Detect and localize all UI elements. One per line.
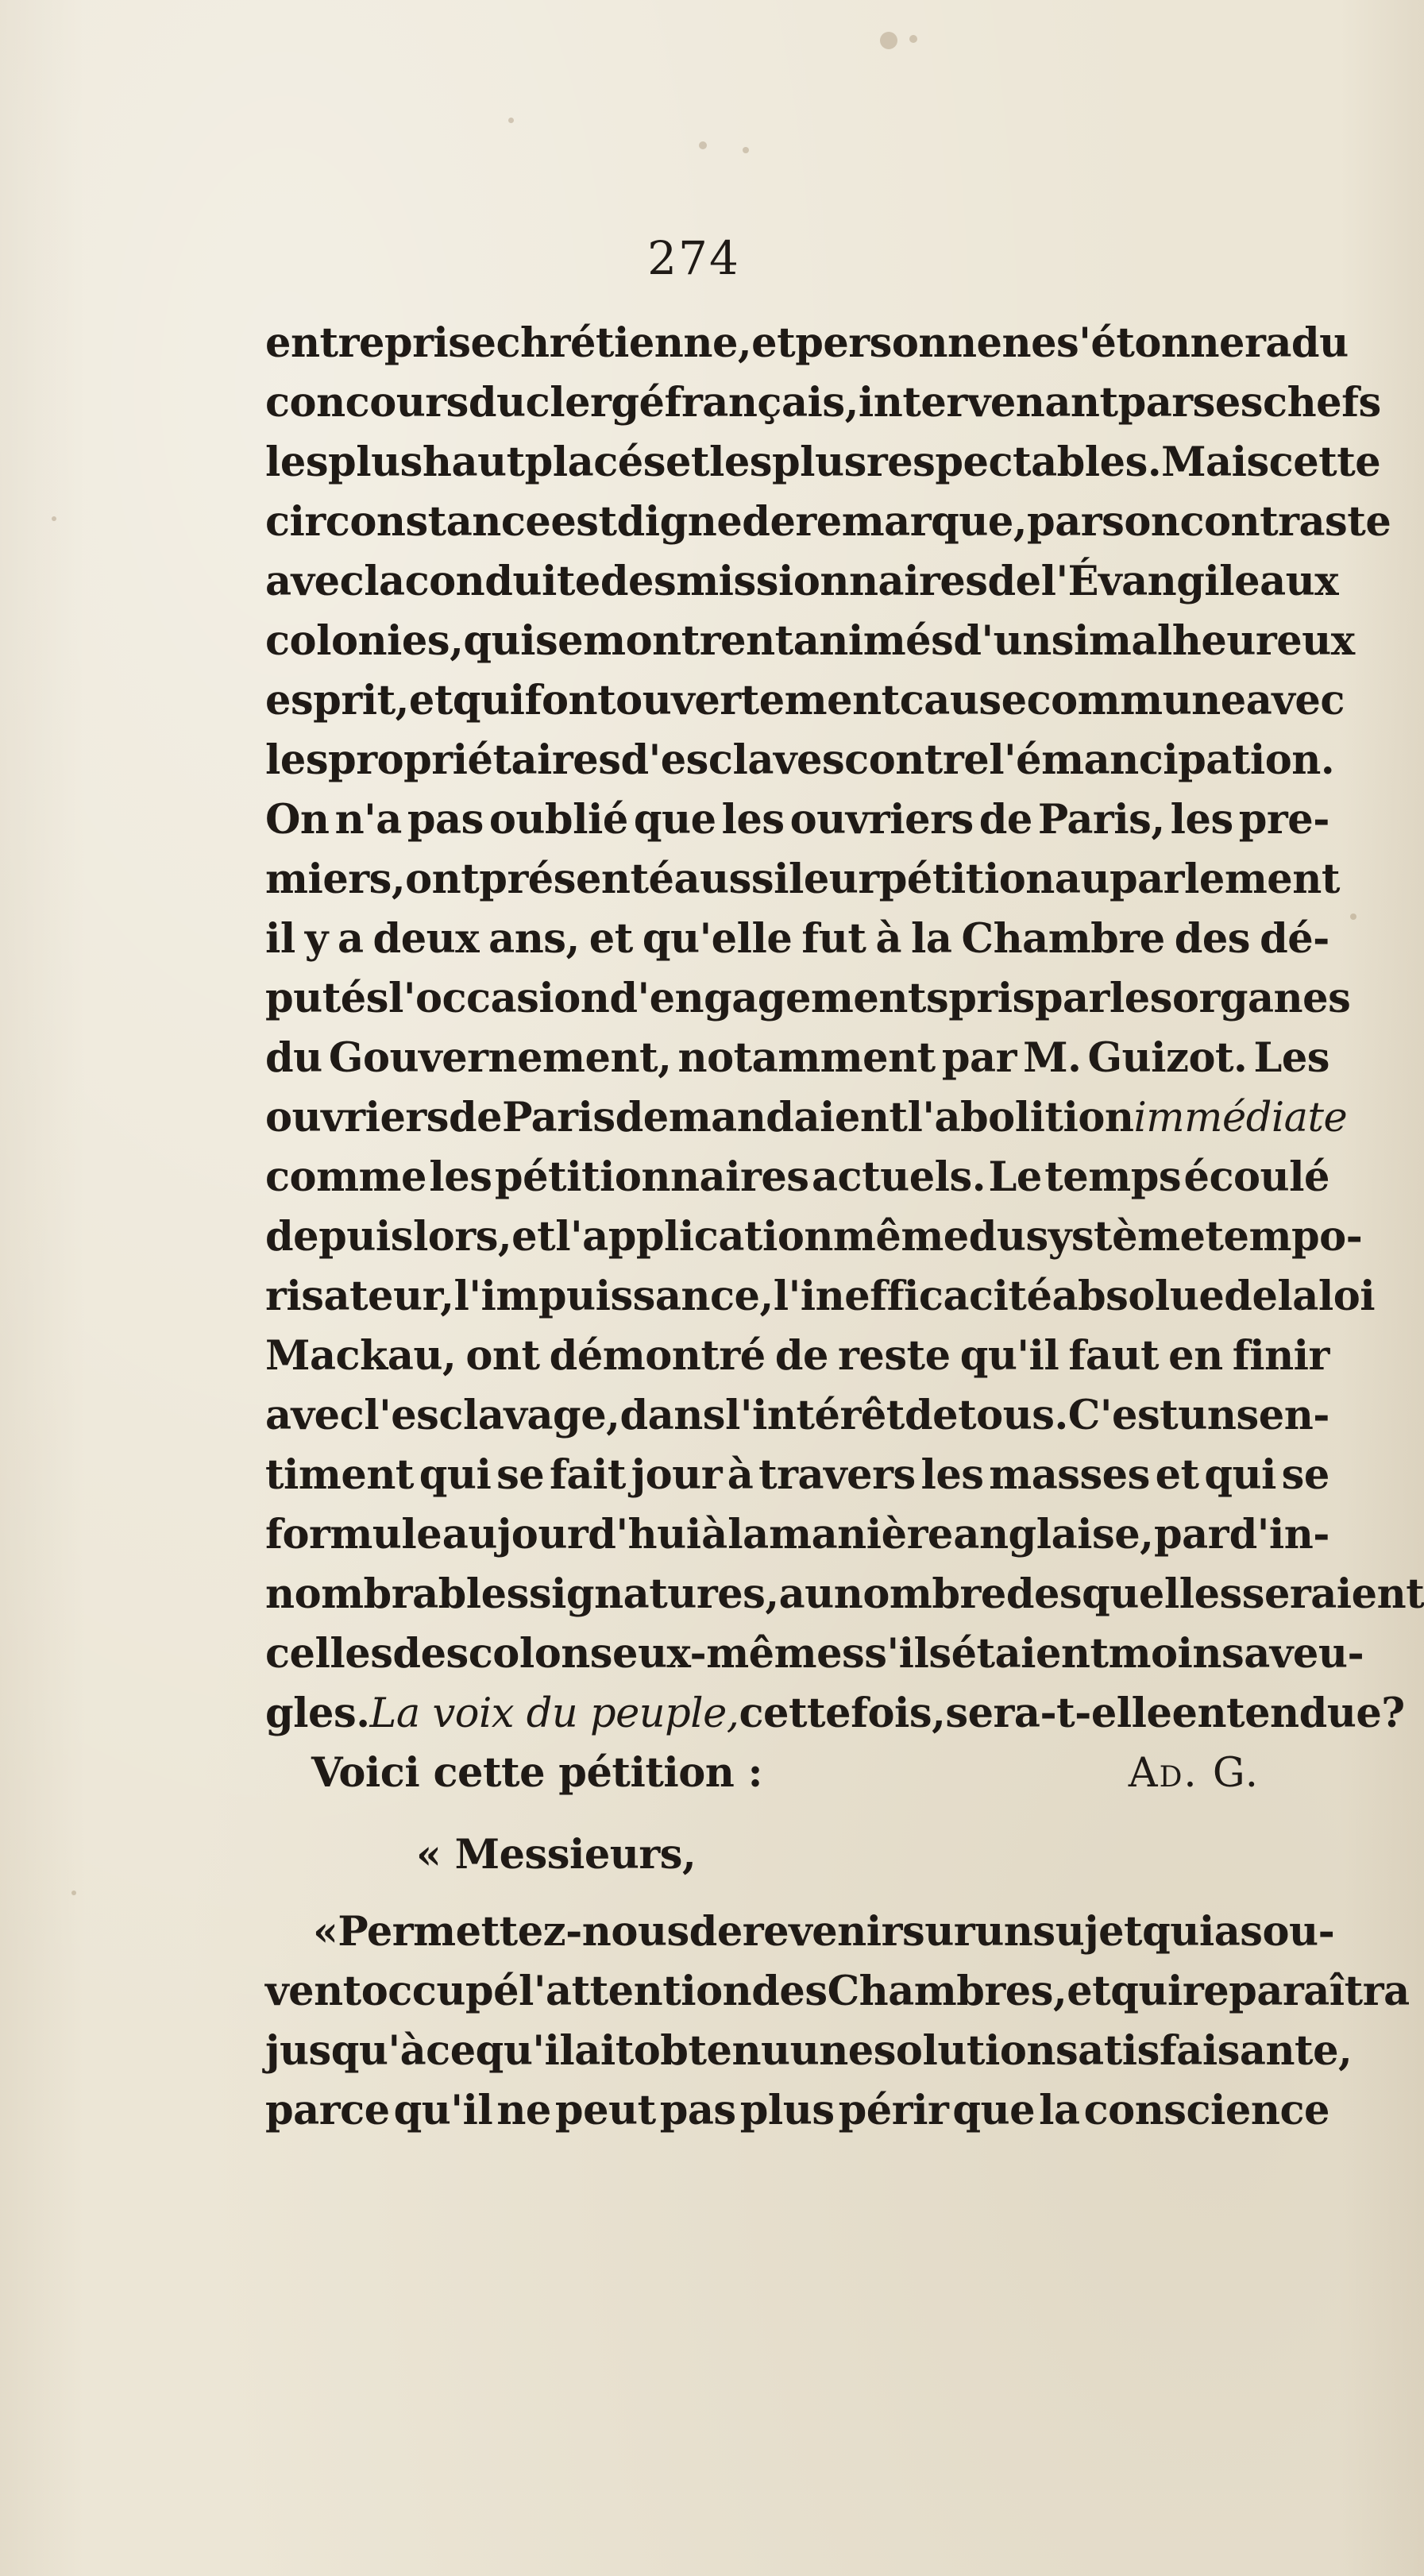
paper-fleck <box>71 1890 76 1895</box>
text-line: timent qui se fait jour à travers les masses et qui se <box>265 1451 1329 1499</box>
text-line: putés l'occasion d'engagements pris par les organes <box>265 975 1351 1022</box>
petition-intro: Voici cette pétition : <box>311 1749 762 1797</box>
text-line: avec la conduite des missionnaires de l'Évangile aux <box>265 558 1339 605</box>
page-number: 274 <box>647 231 740 285</box>
text-line: colonies, qui se montrent animés d'un si malheureux <box>265 617 1355 665</box>
paper-fleck <box>880 32 897 49</box>
body-text <box>265 314 1424 2141</box>
text-line: comme les pétitionnaires actuels. Le temps écoulé <box>265 1153 1329 1201</box>
italic-title-voix-du-peuple: La voix du peuple, <box>369 1690 739 1737</box>
text-line: risateur, l'impuissance, l'inefficacité absolue de la loi <box>265 1273 1376 1320</box>
text-line: ouvriers de Paris demandaient l'abolition immédiate <box>265 1088 1329 1148</box>
text-line: gles. La voix du peuple, cette fois, sera-t-elle entendue? <box>265 1684 1329 1744</box>
text-line: concours du clergé français, intervenant par ses chefs <box>265 379 1381 427</box>
paper-fleck <box>909 35 917 43</box>
text-line: jusqu'à ce qu'il ait obtenu une solution satisfaisante, <box>265 2027 1353 2075</box>
text-line: Mackau, ont démontré de reste qu'il faut en finir <box>265 1332 1329 1380</box>
paper-fleck <box>508 118 514 123</box>
text-line: avec l'esclavage, dans l'intérêt de tous. C'est un sen- <box>265 1392 1329 1439</box>
paper-fleck <box>52 516 56 521</box>
text-line: du Gouvernement, notamment par M. Guizot. Les <box>265 1034 1329 1082</box>
text-line: « Permettez-nous de revenir sur un sujet qui a sou- <box>313 1908 1335 1956</box>
text-line: nombrables signatures, au nombre desquelles seraient <box>265 1570 1424 1618</box>
author-signature: Ad. G. <box>1128 1750 1260 1797</box>
text-line: parce qu'il ne peut pas plus périr que la conscience <box>265 2087 1329 2134</box>
text-line: circonstance est digne de remarque, par son contraste <box>265 498 1391 546</box>
paper-fleck <box>699 141 707 149</box>
text-line: celles des colons eux-mêmes s'ils étaient moins aveu- <box>265 1630 1364 1678</box>
paper-fleck <box>743 147 749 153</box>
text-line: miers, ont présenté aussi leur pétition au parlement <box>265 855 1340 903</box>
italic-term-immediate: immédiate <box>1133 1095 1348 1141</box>
salutation: « Messieurs, <box>416 1831 697 1879</box>
text-line: entreprise chrétienne, et personne ne s'étonnera du <box>265 319 1349 367</box>
text-line: depuis lors, et l'application même du système tempo- <box>265 1213 1363 1261</box>
text-line: les plus haut placés et les plus respectables. Mais cette <box>265 438 1381 486</box>
text-line: les propriétaires d'esclaves contre l'émancipation. <box>265 736 1335 784</box>
paper-fleck <box>1350 913 1356 920</box>
text-line: formule aujourd'hui à la manière anglaise, par d'in- <box>265 1511 1329 1558</box>
text-line: esprit, et qui font ouvertement cause commune avec <box>265 677 1345 724</box>
petition-intro-line <box>265 1744 1329 1803</box>
text-line: il y a deux ans, et qu'elle fut à la Chambre des dé- <box>265 915 1329 963</box>
text-line: On n'a pas oublié que les ouvriers de Paris, les pre- <box>265 796 1329 844</box>
text-line: vent occupé l'attention des Chambres, et qui reparaîtra <box>265 1968 1410 2015</box>
